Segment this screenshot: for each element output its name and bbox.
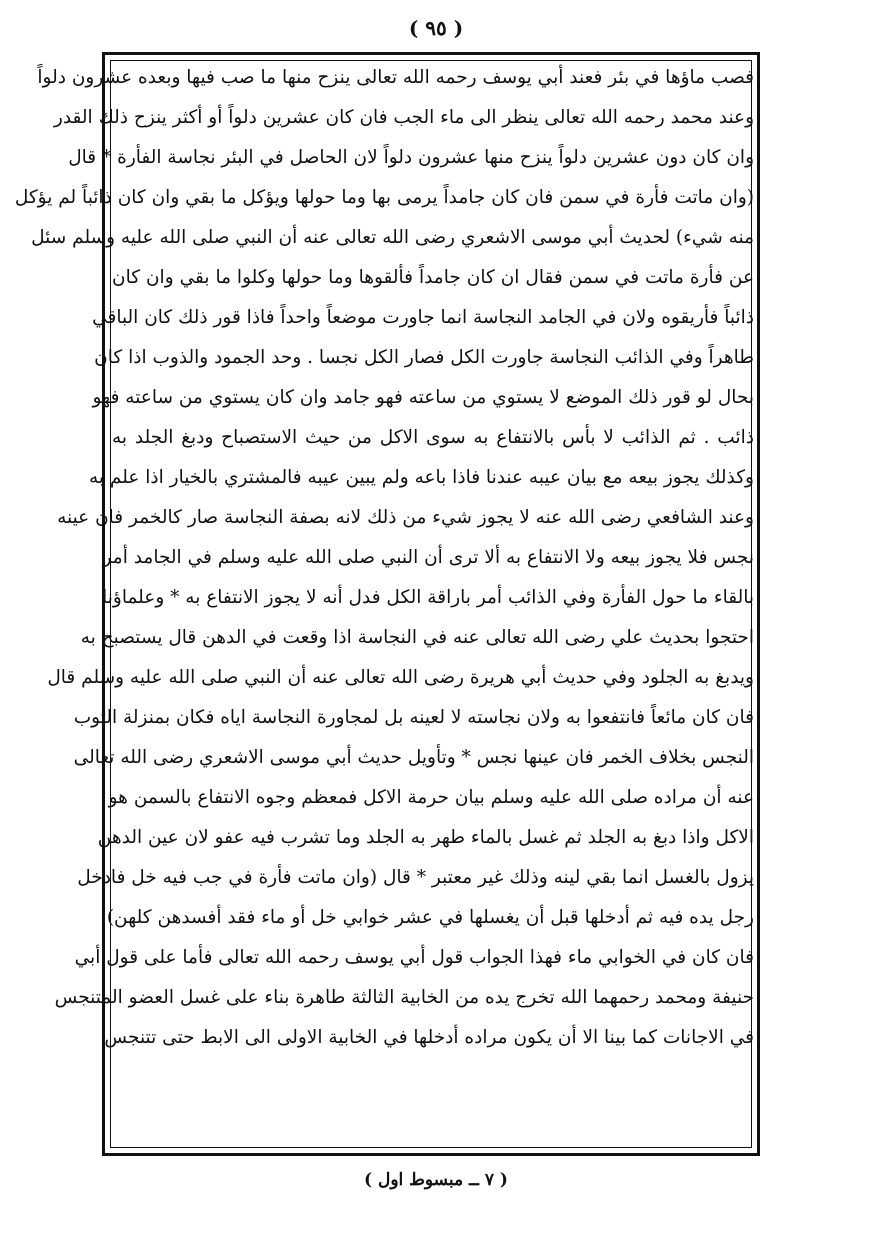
text-line: نجس فلا يجوز بيعه ولا الانتفاع به ألا ترى أن النبي صلى الله عليه وسلم في الجامد أمر	[102, 547, 754, 568]
text-line: ذائب . ثم الذائب لا بأس بالانتفاع به سوى الاكل من حيث الاستصباح ودبغ الجلد به	[112, 427, 754, 448]
footer-signature: ( ٧ ــ مبسوط اول )	[364, 1170, 508, 1190]
text-line: في الاجانات كما بينا الا أن يكون مراده أدخلها في الخابية الاولى الى الابط حتى تتنجس	[104, 1027, 754, 1048]
text-line: (وان ماتت فأرة في سمن فان كان جامداً يرمى بها وما حولها ويؤكل ما بقي وان كان ذائباً لم يؤكل	[14, 187, 754, 208]
text-line: عن فأرة ماتت في سمن فقال ان كان جامداً فألقوها وما حولها وكلوا ما بقي وان كان	[112, 267, 754, 288]
text-line: وعند الشافعي رضى الله عنه لا يجوز شيء من ذلك لانه بصفة النجاسة صار كالخمر فان عينه	[57, 507, 754, 528]
text-line: عنه أن مراده صلى الله عليه وسلم بيان حرمة الاكل فمعظم وجوه الانتفاع بالسمن هو	[108, 787, 754, 808]
body-text	[14, 58, 754, 1138]
text-line: بالقاء ما حول الفأرة وفي الذائب أمر باراقة الكل فدل أنه لا يجوز الانتفاع به * وعلماؤنا	[102, 587, 754, 608]
text-line: رجل يده فيه ثم أدخلها قبل أن يغسلها في عشر خوابي خل أو ماء فقد أفسدهن كلهن)	[106, 907, 754, 928]
text-line: وعند محمد رحمه الله تعالى ينظر الى ماء الجب فان كان عشرين دلواً أو أكثر ينزح ذلك القدر	[53, 107, 754, 128]
text-line: حنيفة ومحمد رحمهما الله تخرج يده من الخابية الثالثة طاهرة بناء على غسل العضو المتنجس	[54, 987, 754, 1008]
text-line: منه شيء) لحديث أبي موسى الاشعري رضى الله تعالى عنه أن النبي صلى الله عليه وسلم سئل	[31, 227, 754, 248]
text-line: فان كان مائعاً فانتفعوا به ولان نجاسته لا لعينه بل لمجاورة النجاسة اياه فكان بمنزلة الثوب	[73, 707, 754, 728]
text-line: النجس بخلاف الخمر فان عينها نجس * وتأويل حديث أبي موسى الاشعري رضى الله تعالى	[73, 747, 754, 768]
text-line: الاكل واذا دبغ به الجلد ثم غسل بالماء طهر به الجلد وما تشرب فيه عفو لان عين الدهن	[97, 827, 754, 848]
text-line: طاهراً وفي الذائب النجاسة جاورت الكل فصار الكل نجسا . وحد الجمود والذوب اذا كان	[94, 347, 754, 368]
text-line: وكذلك يجوز بيعه مع بيان عيبه عندنا فاذا باعه ولم يبين عيبه فالمشتري بالخيار اذا علم به	[88, 467, 754, 488]
text-line: احتجوا بحديث علي رضى الله تعالى عنه في النجاسة اذا وقعت في الدهن قال يستصبح به	[80, 627, 754, 648]
text-line: ويدبغ به الجلود وفي حديث أبي هريرة رضى الله تعالى عنه أن النبي صلى الله عليه وسلم قال	[47, 667, 754, 688]
text-line: يزول بالغسل انما بقي لينه وذلك غير معتبر * قال (وان ماتت فأرة في جب فيه خل فادخل	[77, 867, 754, 888]
text-line: فصب ماؤها في بئر فعند أبي يوسف رحمه الله تعالى ينزح منها ما صب فيها وبعده عشرون دلواً	[37, 67, 754, 88]
text-line: ذائباً فأريقوه ولان في الجامد النجاسة انما جاورت موضعاً واحداً فاذا قور ذلك كان الباقي	[92, 307, 754, 328]
text-line: فان كان في الخوابي ماء فهذا الجواب قول أبي يوسف رحمه الله تعالى فأما على قول أبي	[74, 947, 754, 968]
text-line: وان كان دون عشرين دلواً ينزح منها عشرون دلواً لان الحاصل في البئر نجاسة الفأرة * قال	[68, 147, 754, 168]
text-line: بحال لو قور ذلك الموضع لا يستوي من ساعته فهو جامد وان كان يستوي من ساعته فهو	[92, 387, 754, 408]
page-number: ( ٩٥ )	[408, 16, 464, 40]
